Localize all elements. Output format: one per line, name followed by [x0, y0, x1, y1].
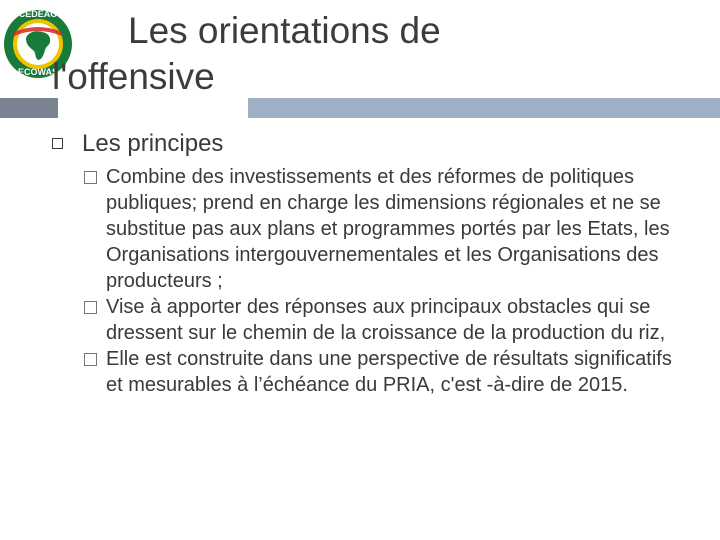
slide-title — [52, 8, 612, 100]
title-line-1: Les orientations de — [128, 10, 441, 51]
list-item — [84, 346, 694, 398]
title-bar-dark-segment — [0, 98, 58, 118]
title-underline-bar — [0, 98, 720, 118]
checkbox-bullet-icon — [84, 301, 97, 314]
square-bullet-icon — [52, 138, 63, 149]
list-item-text: Vise à apporter des réponses aux principaux obstacles qui se dressent sur le chemin de la croissance de la production du riz, — [106, 296, 666, 344]
list-item-text: Elle est construite dans une perspective de résultats significatifs et mesurables à l’échéance du PRIA, c'est -à-dire de 2015. — [106, 348, 672, 396]
section-heading-text: Les principes — [82, 130, 224, 157]
list-item — [84, 164, 694, 294]
checkbox-bullet-icon — [84, 353, 97, 366]
checkbox-bullet-icon — [84, 171, 97, 184]
list-item — [84, 294, 694, 346]
title-bar-gap — [58, 98, 248, 118]
principles-list — [84, 164, 694, 398]
title-bar-light-segment — [248, 98, 720, 118]
list-item-text: Combine des investissements et des réformes de politiques publiques; prend en charge les dimensions régionales et ne se substitue pas aux plans et programmes portés par les Etats, les Organisations intergouvernementales et les Organisations des producteurs ; — [106, 166, 670, 292]
title-line-2: l'offensive — [52, 56, 215, 97]
logo-top-text: CEDEAO — [18, 9, 58, 19]
logo-bottom-text: ECOWAS — [17, 67, 59, 77]
